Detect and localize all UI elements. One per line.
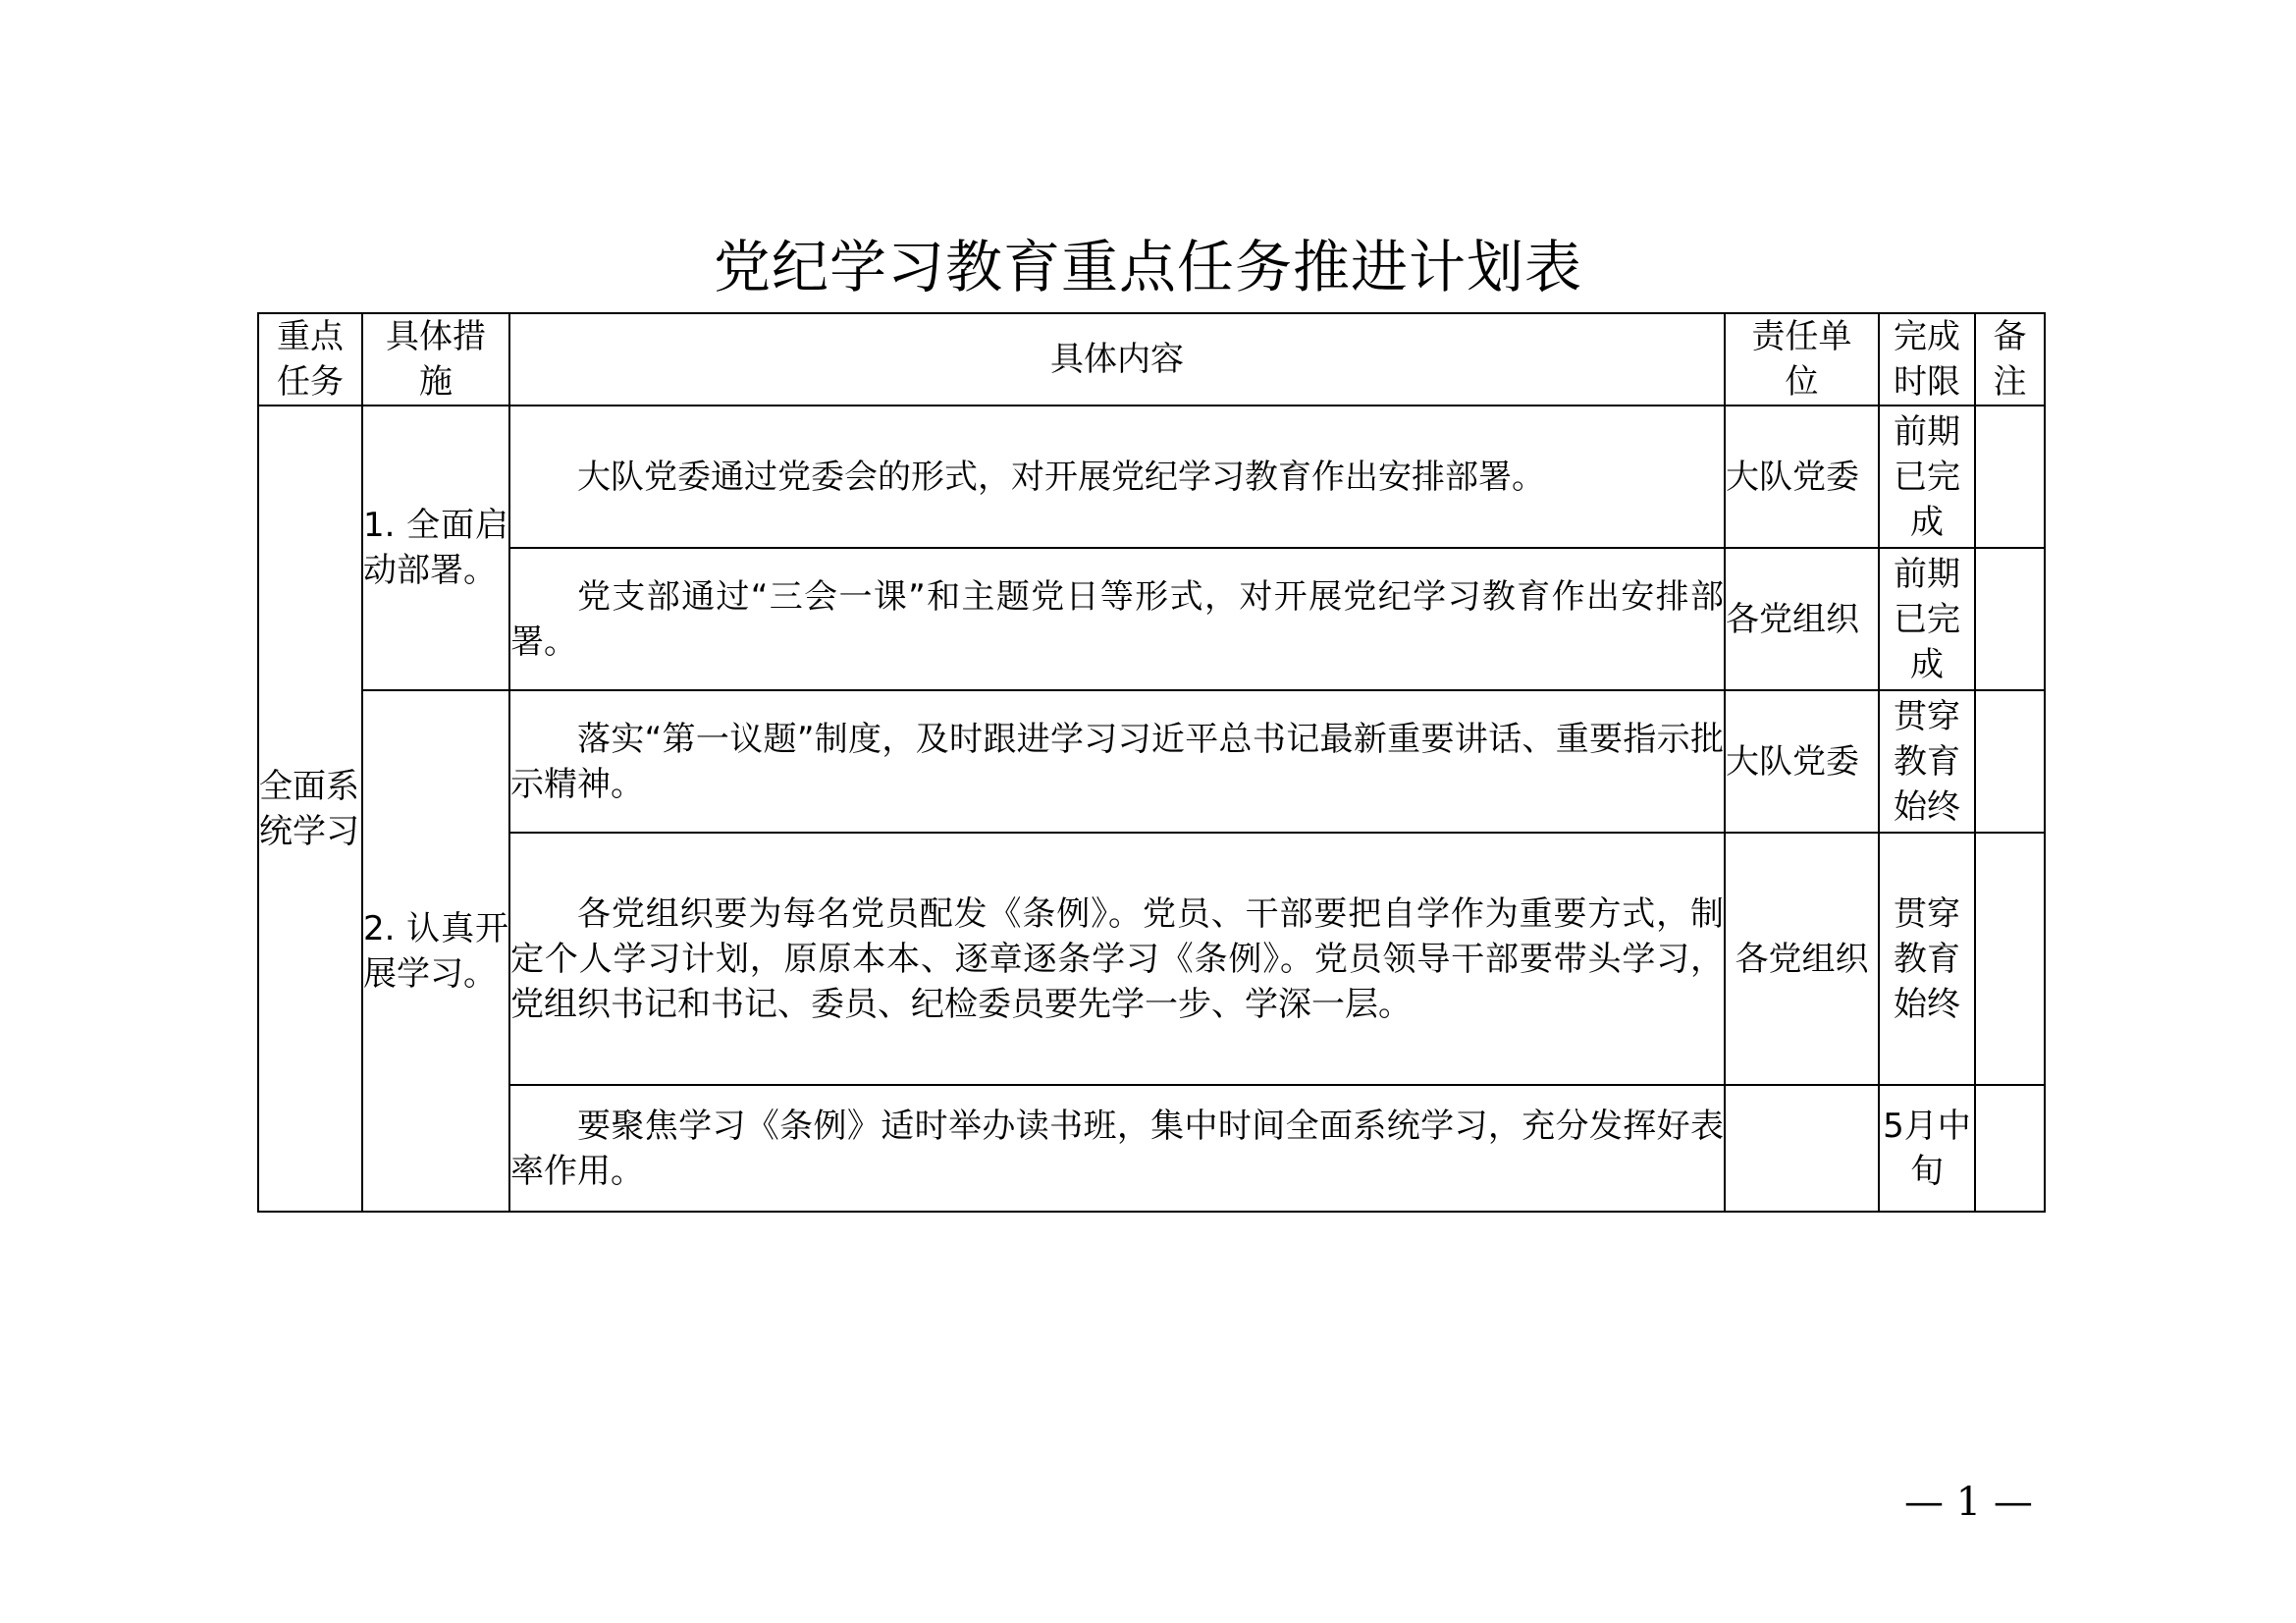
deadline-cell: 前期已完成 xyxy=(1879,548,1975,690)
measure-cell-1: 1. 全面启动部署。 xyxy=(362,406,509,690)
remark-cell xyxy=(1975,406,2045,548)
table-row xyxy=(258,406,2045,548)
content-cell: 落实“第一议题”制度，及时跟进学习习近平总书记最新重要讲话、重要指示批示精神。 xyxy=(509,690,1725,833)
measure-cell-2: 2. 认真开展学习。 xyxy=(362,690,509,1212)
table-row xyxy=(258,833,2045,1085)
page-number: — 1 — xyxy=(1904,1480,2033,1525)
remark-cell xyxy=(1975,690,2045,833)
deadline-cell: 前期已完成 xyxy=(1879,406,1975,548)
unit-cell xyxy=(1725,1085,1879,1212)
deadline-cell: 5月中旬 xyxy=(1879,1085,1975,1212)
content-cell: 要聚焦学习《条例》适时举办读书班，集中时间全面系统学习，充分发挥好表率作用。 xyxy=(509,1085,1725,1212)
task-cell: 全面系统学习 xyxy=(258,406,362,1212)
deadline-cell: 贯穿教育始终 xyxy=(1879,690,1975,833)
table-header-row xyxy=(258,313,2045,406)
header-deadline: 完成时限 xyxy=(1879,313,1975,406)
table-row xyxy=(258,548,2045,690)
remark-cell xyxy=(1975,548,2045,690)
table-row xyxy=(258,1085,2045,1212)
content-cell: 各党组织要为每名党员配发《条例》。党员、干部要把自学作为重要方式，制定个人学习计划，原原本本、逐章逐条学习《条例》。党员领导干部要带头学习，党组织书记和书记、委员、纪检委员要先学一步、学深一层。 xyxy=(509,833,1725,1085)
task-plan-table xyxy=(257,312,2046,1213)
header-measure: 具体措施 xyxy=(362,313,509,406)
table-row xyxy=(258,690,2045,833)
content-cell: 党支部通过“三会一课”和主题党日等形式，对开展党纪学习教育作出安排部署。 xyxy=(509,548,1725,690)
unit-cell: 大队党委 xyxy=(1725,406,1879,548)
remark-cell xyxy=(1975,1085,2045,1212)
header-task: 重点任务 xyxy=(258,313,362,406)
page-title: 党纪学习教育重点任务推进计划表 xyxy=(713,234,1582,300)
header-content: 具体内容 xyxy=(509,313,1725,406)
unit-cell: 大队党委 xyxy=(1725,690,1879,833)
remark-cell xyxy=(1975,833,2045,1085)
deadline-cell: 贯穿教育始终 xyxy=(1879,833,1975,1085)
content-cell: 大队党委通过党委会的形式，对开展党纪学习教育作出安排部署。 xyxy=(509,406,1725,548)
header-unit: 责任单位 xyxy=(1725,313,1879,406)
unit-cell: 各党组织 xyxy=(1725,548,1879,690)
unit-cell: 各党组织 xyxy=(1725,833,1879,1085)
header-remark: 备注 xyxy=(1975,313,2045,406)
